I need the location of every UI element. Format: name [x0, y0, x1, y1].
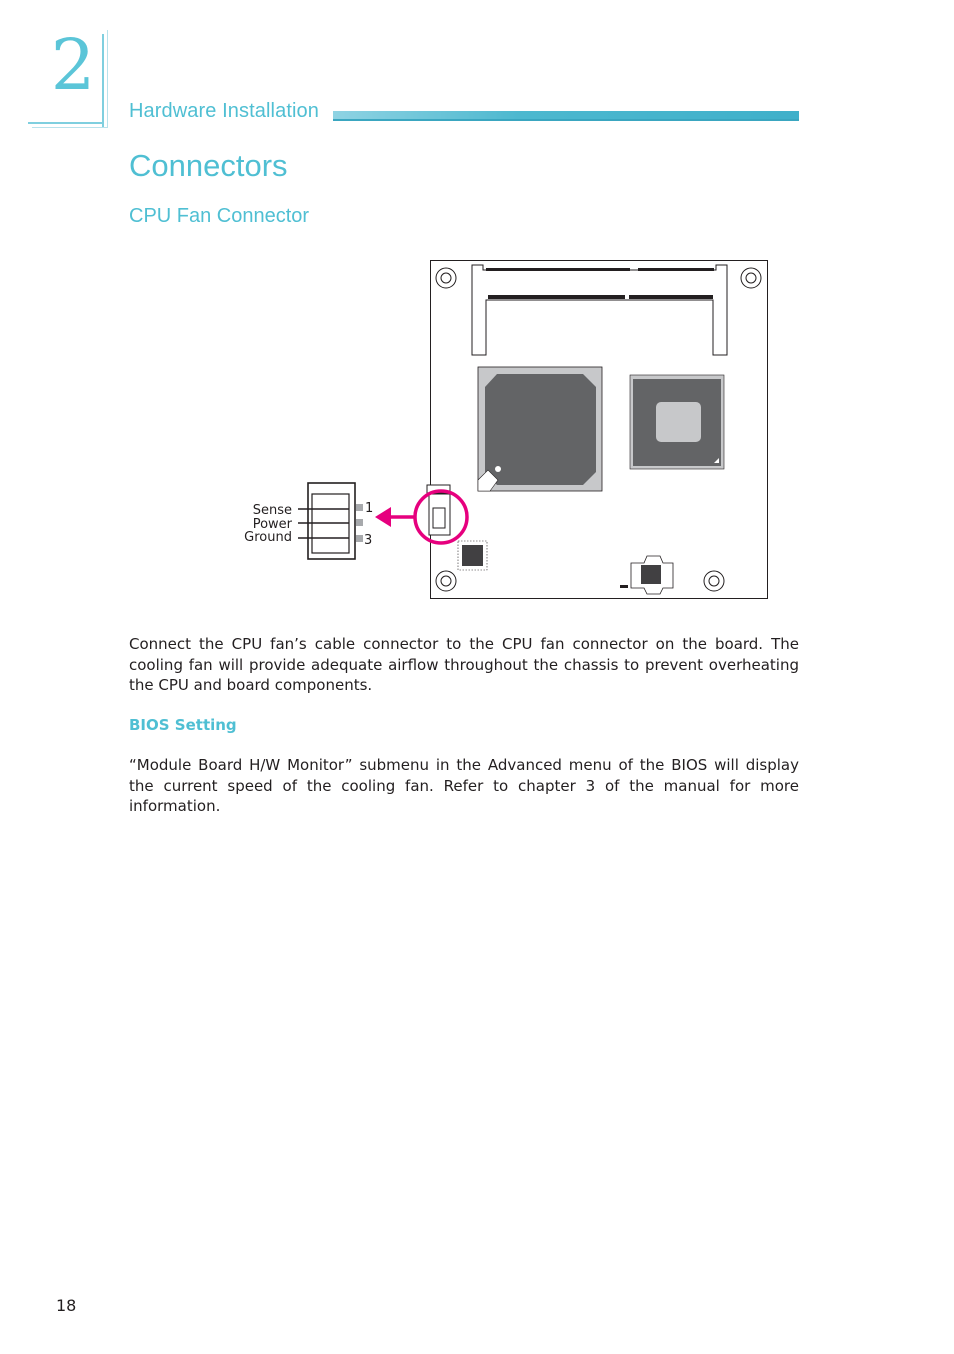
page-title: Connectors [129, 148, 288, 183]
pin-number-3: 3 [364, 533, 373, 548]
bios-setting-heading: BIOS Setting [129, 716, 237, 734]
bios-paragraph: “Module Board H/W Monitor” submenu in the Advanced menu of the BIOS will display the current speed of the cooling fan. Refer to chapter 3 of the manual for more information. [129, 756, 799, 815]
chipset-chip [630, 375, 724, 469]
chapter-number: 2 [50, 24, 96, 106]
page-number: 18 [56, 1296, 77, 1315]
subsection-title: CPU Fan Connector [129, 205, 310, 227]
cpu-chip [478, 367, 602, 491]
pin-label-ground: Ground [244, 530, 292, 545]
fan-connector-enlarged [298, 483, 363, 559]
section-title: Hardware Installation [129, 100, 319, 122]
callout-arrow-head [375, 507, 391, 527]
board-diagram [0, 0, 954, 620]
pin-number-1: 1 [365, 501, 374, 516]
pin-label-sense: Sense [252, 503, 292, 518]
pin-label-power: Power [252, 517, 292, 532]
body-paragraph: Connect the CPU fan’s cable connector to the CPU fan connector on the board. The cooling fan will provide adequate airflow throughout the chassis to prevent overheating the CPU and board components. [129, 635, 799, 694]
small-ic-chip [458, 541, 487, 570]
